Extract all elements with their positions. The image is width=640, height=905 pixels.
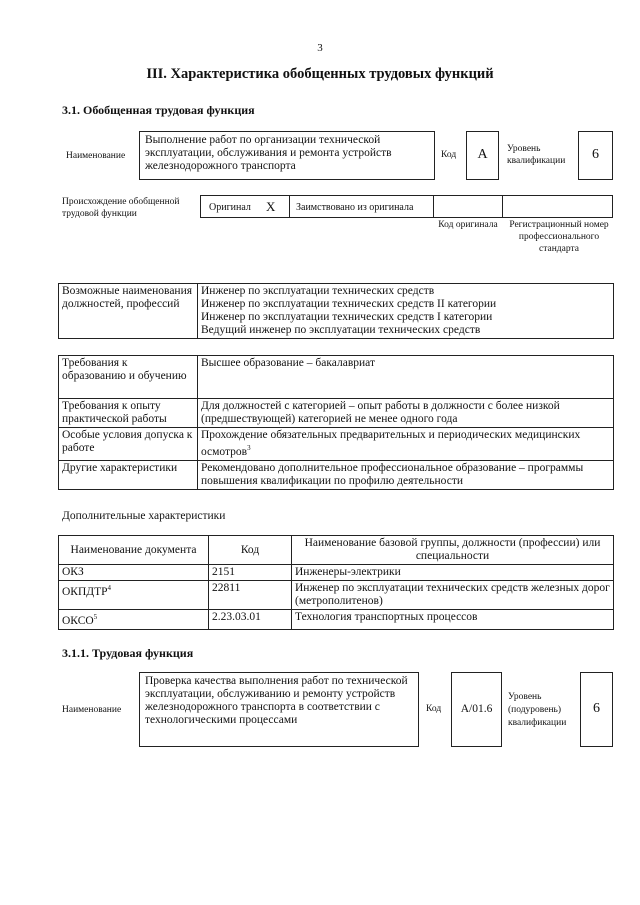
- req-value-text: Прохождение обязательных предварительных и периодических медицинских осмотров: [201, 429, 581, 458]
- s31-name-label: Наименование: [66, 151, 126, 161]
- row-doc: ОКПДТР: [62, 585, 108, 598]
- row-name: Инженер по эксплуатации технических средств железных дорог (метрополитенов): [292, 581, 614, 610]
- footnote-ref: 5: [93, 613, 98, 621]
- req-label: Особые условия допуска к работе: [59, 428, 198, 461]
- code-original-label: Код оригинала: [438, 220, 498, 230]
- row-name: Инженеры-электрики: [292, 565, 614, 581]
- s311-name-value: Проверка качества выполнения работ по технической эксплуатации, обслуживанию и ремонту устройств железнодорожного транспорта в соответствии с технологическими процессами: [145, 675, 408, 726]
- s311-name-label: Наименование: [62, 705, 122, 715]
- s31-name-box: [139, 131, 435, 180]
- row-code: 2.23.03.01: [209, 610, 292, 630]
- s31-name-value: Выполнение работ по организации технической эксплуатации, обслуживания и ремонта устройств железнодорожного транспорта: [145, 134, 392, 172]
- s311-code-box: [451, 672, 502, 747]
- page-number: 3: [317, 42, 323, 54]
- original-label: Оригинал: [209, 202, 251, 213]
- header-name: Наименование базовой группы, должности (профессии) или специальности: [292, 536, 614, 565]
- origin-label: Происхождение обобщенной трудовой функции: [62, 197, 180, 219]
- req-value: [198, 428, 614, 461]
- table-row: [59, 460, 614, 489]
- table-row: [59, 428, 614, 461]
- origin-divider-3: [502, 196, 503, 217]
- table-header-row: [59, 536, 614, 565]
- req-value: Для должностей с категорией – опыт работы в должности с более низкой (предшествующей) категорией не менее одного года: [198, 399, 614, 428]
- header-code: Код: [209, 536, 292, 565]
- reg-number-label: Регистрационный номер профессионального стандарта: [509, 220, 609, 254]
- positions-list: [198, 284, 614, 339]
- position-item: Ведущий инженер по эксплуатации технических средств: [201, 324, 481, 336]
- table-row: [59, 610, 614, 630]
- table-row: [59, 399, 614, 428]
- positions-table: [58, 283, 614, 339]
- row-code: 22811: [209, 581, 292, 610]
- position-item: Инженер по эксплуатации технических средств II категории: [201, 298, 497, 310]
- positions-label: Возможные наименования должностей, профессий: [59, 284, 198, 339]
- s31-level-box: [578, 131, 613, 180]
- borrowed-label: Заимствовано из оригинала: [296, 202, 414, 213]
- row-name: Технология транспортных процессов: [292, 610, 614, 630]
- s31-code-label: Код: [441, 150, 457, 160]
- position-item: Инженер по эксплуатации технических средств: [201, 285, 435, 297]
- footnote-ref: 3: [247, 444, 251, 452]
- table-row: [59, 356, 614, 399]
- s311-level-box: [580, 672, 613, 747]
- origin-divider-2: [433, 196, 434, 217]
- s311-level-value: 6: [593, 701, 600, 716]
- row-code: 2151: [209, 565, 292, 581]
- row-doc: ОКСО: [62, 614, 94, 627]
- origin-box: [200, 195, 613, 218]
- req-label: Требования к образованию и обучению: [59, 356, 198, 399]
- req-label: Требования к опыту практической работы: [59, 399, 198, 428]
- table-row: [59, 581, 614, 610]
- s311-level-label: Уровень (подуровень) квалификации: [508, 692, 567, 728]
- s311-heading: 3.1.1. Трудовая функция: [62, 646, 194, 660]
- s311-name-box: [139, 672, 419, 747]
- row-doc-cell: [59, 610, 209, 630]
- s311-code-label: Код: [426, 704, 442, 714]
- row-doc-cell: [59, 581, 209, 610]
- table-row: [59, 565, 614, 581]
- s31-code-box: [466, 131, 499, 180]
- s31-level-value: 6: [592, 147, 599, 162]
- header-document: Наименование документа: [59, 536, 209, 565]
- position-item: Инженер по эксплуатации технических средств I категории: [201, 311, 493, 323]
- row-doc: ОКЗ: [59, 565, 209, 581]
- original-mark: X: [266, 199, 276, 214]
- s31-heading: 3.1. Обобщенная трудовая функция: [62, 103, 255, 117]
- origin-divider: [289, 196, 290, 217]
- additional-table: [58, 535, 614, 630]
- s31-code-value: A: [477, 147, 488, 162]
- footnote-ref: 4: [107, 584, 112, 592]
- req-value: Рекомендовано дополнительное профессиональное образование – программы повышения квалификации по профилю деятельности: [198, 460, 614, 489]
- requirements-table: [58, 355, 614, 490]
- s311-code-value: А/01.6: [460, 703, 493, 715]
- req-value: Высшее образование – бакалавриат: [198, 356, 614, 399]
- additional-heading: Дополнительные характеристики: [62, 510, 226, 522]
- req-label: Другие характеристики: [59, 460, 198, 489]
- section-title: III. Характеристика обобщенных трудовых функций: [146, 66, 494, 82]
- s31-level-label: Уровень квалификации: [507, 144, 566, 166]
